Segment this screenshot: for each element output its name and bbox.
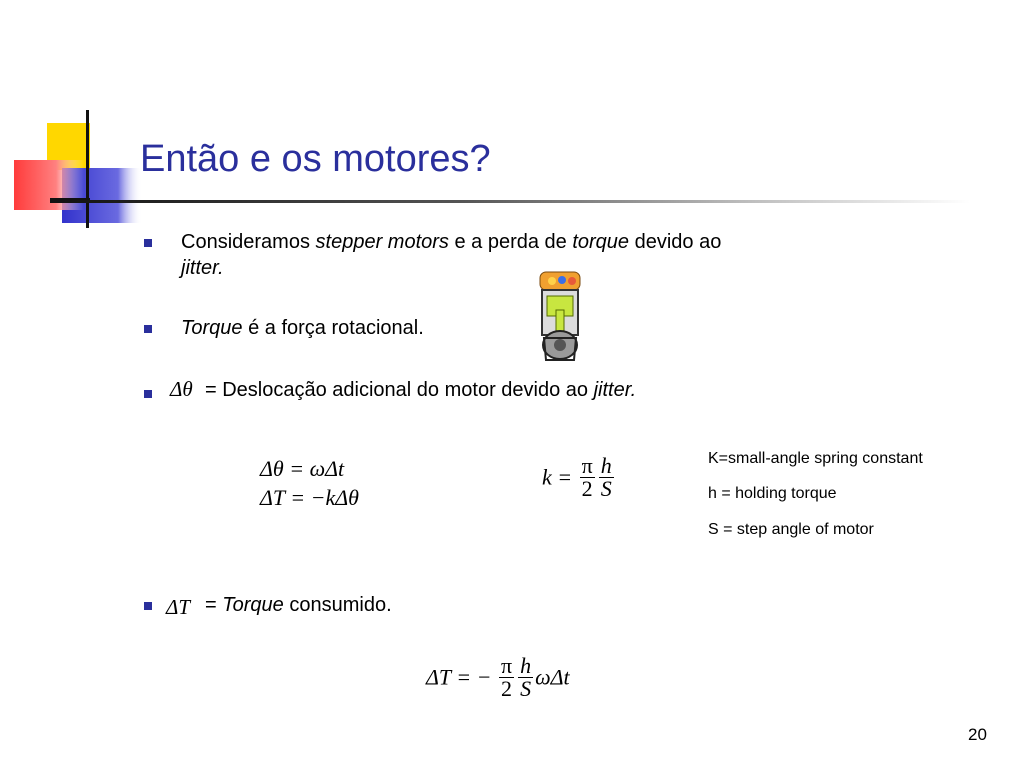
equation-delta-torque: ΔT = −kΔθ — [260, 485, 359, 510]
bullet-4-text: = Torque consumido. — [205, 594, 392, 616]
equation-k: k = $\frac{\pi}{2}$ $\frac{h}{S}$ — [542, 453, 612, 501]
delta-theta-symbol: Δθ — [170, 377, 193, 401]
note-h-definition: h = holding torque — [708, 485, 837, 502]
bullet-marker — [144, 390, 152, 398]
slide-title: Então e os motores? — [140, 138, 491, 180]
bullet-marker — [144, 239, 152, 247]
note-k-definition: K=small-angle spring constant — [708, 450, 923, 467]
fraction-h-over-S: $\frac{h}{S}$ — [520, 653, 532, 701]
bullet-3-text: = Deslocação adicional do motor devido ao jitter. — [205, 379, 637, 401]
note-S-definition: S = step angle of motor — [708, 521, 874, 538]
bullet-1-text: Consideramos stepper motors e a perda de torque devido ao — [181, 231, 722, 253]
title-divider — [50, 200, 970, 203]
slide-number: 20 — [968, 725, 987, 744]
equation-delta-theta: Δθ = ωΔt — [260, 456, 345, 481]
equation-final-torque: ΔT = − $\frac{\pi}{2}$ $\frac{h}{S}$ ωΔt — [426, 653, 570, 701]
fraction-pi-over-2: $\frac{\pi}{2}$ — [500, 653, 513, 701]
fraction-h-over-S: $\frac{h}{S}$ — [600, 453, 612, 501]
engine-piston-icon — [530, 270, 590, 365]
fraction-pi-over-2: $\frac{\pi}{2}$ — [581, 453, 593, 501]
decorative-corner-graphic — [0, 0, 160, 240]
bullet-2-text: Torque é a força rotacional. — [181, 317, 424, 339]
delta-T-symbol: ΔT — [166, 595, 191, 619]
bullet-1-text-line2: jitter. — [181, 257, 224, 279]
bullet-marker — [144, 325, 152, 333]
bullet-marker — [144, 602, 152, 610]
